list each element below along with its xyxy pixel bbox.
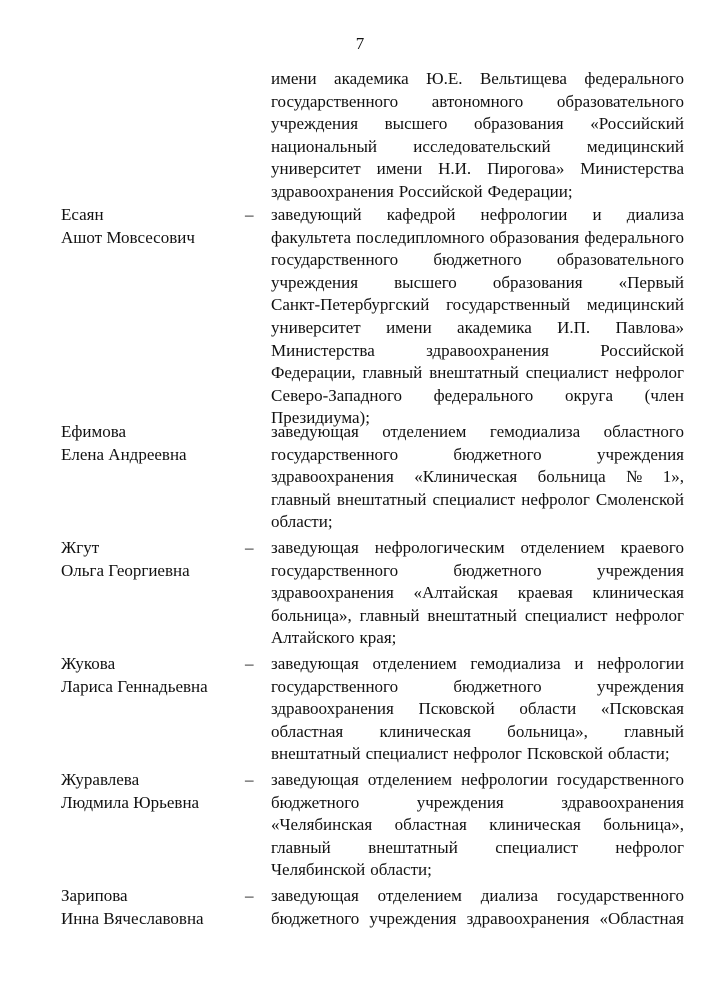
word: академика — [334, 69, 409, 88]
member-given-names: Людмила Юрьевна — [61, 792, 200, 812]
word: заведующая — [271, 538, 359, 557]
word: бюджетного — [453, 676, 542, 696]
word: нефролог — [615, 605, 684, 625]
word: заведующая — [271, 654, 359, 673]
text-line — [271, 113, 684, 136]
word: «Первый — [618, 272, 684, 292]
text-line — [271, 421, 684, 444]
word: областного — [603, 422, 684, 441]
word: главный — [359, 605, 420, 625]
word: (член — [644, 385, 684, 405]
word: отделением — [372, 654, 457, 673]
word: заведующая — [271, 886, 359, 905]
member-given-names: Инна Вячеславовна — [61, 908, 204, 928]
word: 1», — [662, 467, 684, 487]
word: образовательного — [556, 91, 684, 111]
word: края; — [359, 628, 397, 648]
text-line — [271, 511, 684, 534]
member-surname: Журавлева — [61, 770, 140, 789]
word: специалист — [495, 837, 578, 857]
text-line — [271, 885, 684, 908]
word: федерального — [433, 385, 534, 405]
word: № — [626, 467, 643, 487]
word: специалист — [365, 744, 449, 764]
member-surname: Жукова — [61, 654, 116, 673]
word: главный — [271, 837, 331, 857]
word: Пирогова» — [487, 159, 565, 179]
word: заведующий — [271, 205, 362, 224]
word: Челябинской — [271, 860, 366, 880]
word: «Российский — [590, 114, 684, 134]
word: «Алтайская — [413, 583, 498, 603]
word: кафедрой — [386, 205, 456, 224]
text-line — [271, 627, 684, 650]
word: специалист — [524, 605, 608, 625]
word: университет — [271, 159, 361, 179]
word: учреждения — [596, 560, 684, 580]
member-surname: Ефимова — [61, 422, 127, 441]
word: области — [519, 699, 577, 719]
member-name — [61, 204, 195, 249]
member-surname: Жгут — [61, 538, 100, 557]
word: нефрологии — [480, 205, 568, 224]
word: бюджетного — [271, 908, 360, 928]
continuation-text — [271, 68, 684, 204]
word: образования — [492, 272, 583, 292]
text-line — [271, 362, 684, 385]
text-line — [271, 227, 684, 250]
text-line — [271, 68, 684, 91]
word: медицинский — [586, 136, 684, 156]
word: бюджетного — [433, 250, 522, 270]
text-line — [271, 91, 684, 114]
word: области; — [370, 860, 432, 880]
word: здравоохранения — [271, 583, 394, 603]
word: здравоохранения — [271, 467, 394, 487]
text-line — [271, 605, 684, 628]
word: Вельтищева — [479, 69, 567, 88]
word: краевая — [517, 583, 573, 603]
text-line — [271, 466, 684, 489]
word: учреждения — [271, 272, 359, 292]
word: образовательного — [556, 250, 684, 270]
word: областная — [394, 815, 467, 835]
word: учреждения — [416, 792, 504, 812]
text-line — [271, 560, 684, 583]
word: гемодиализа — [470, 654, 561, 673]
word: областная — [271, 721, 344, 741]
word: бюджетного — [271, 792, 360, 812]
text-line — [271, 721, 684, 744]
word: имени — [386, 317, 432, 337]
member-given-names: Ашот Мовсесович — [61, 227, 195, 247]
member-name — [61, 537, 190, 582]
text-line — [271, 317, 684, 340]
text-line — [271, 743, 684, 766]
member-description — [271, 537, 684, 650]
word: внештатный — [336, 489, 427, 509]
word: Псковской — [526, 744, 603, 764]
word: имени — [271, 69, 317, 88]
member-description — [271, 204, 684, 430]
dash-separator: – — [245, 886, 254, 905]
text-line — [271, 769, 684, 792]
word: «Псковская — [600, 699, 684, 719]
text-line — [271, 676, 684, 699]
word: факультета — [271, 227, 352, 247]
word: внештатный — [429, 363, 519, 383]
dash-separator: – — [245, 654, 254, 673]
member-description — [271, 653, 684, 766]
text-line — [271, 489, 684, 512]
word: государственного — [271, 560, 399, 580]
word: Федерации, — [271, 363, 356, 383]
word: Псковской — [418, 699, 495, 719]
page-number: 7 — [355, 34, 365, 53]
member-name — [61, 769, 199, 814]
member-description — [271, 421, 684, 534]
word: государственного — [556, 886, 684, 905]
word: И.П. — [557, 317, 591, 337]
word: здравоохранения — [271, 699, 394, 719]
word: высшего — [394, 272, 457, 292]
word: специалист — [432, 489, 516, 509]
text-line — [271, 340, 684, 363]
word: федерального — [584, 227, 684, 247]
word: «Челябинская — [271, 815, 373, 835]
word: области; — [608, 744, 670, 764]
word: и — [592, 205, 602, 224]
word: отделением — [377, 886, 462, 905]
word: исследовательский — [413, 136, 551, 156]
word: Санкт-Петербургский — [271, 295, 430, 315]
word: диализа — [480, 886, 539, 905]
word: Федерации; — [487, 181, 573, 201]
text-line — [271, 204, 684, 227]
word: клиническая — [379, 721, 471, 741]
word: университет — [271, 317, 361, 337]
word: Ю.Е. — [426, 69, 463, 88]
word: бюджетного — [453, 444, 542, 464]
text-line — [271, 582, 684, 605]
word: нефролог — [453, 744, 522, 764]
word: нефролог — [615, 363, 684, 383]
word: нефрологии — [597, 654, 684, 673]
word: учреждения — [271, 114, 359, 134]
member-name — [61, 885, 204, 930]
text-line — [271, 272, 684, 295]
word: государственный — [446, 295, 571, 315]
word: имени — [376, 159, 423, 179]
word: академика — [457, 317, 532, 337]
word: больница», — [271, 605, 352, 625]
word: автономного — [431, 91, 524, 111]
text-line — [271, 385, 684, 408]
text-line — [271, 181, 684, 204]
word: отделением — [520, 538, 605, 557]
word: отделением — [367, 770, 453, 789]
word: Н.И. — [438, 159, 472, 179]
dash-separator: – — [245, 538, 254, 557]
member-surname: Есаян — [61, 205, 104, 224]
word: бюджетного — [453, 560, 542, 580]
text-line — [271, 814, 684, 837]
member-given-names: Елена Андреевна — [61, 444, 187, 464]
word: заведующая — [271, 770, 359, 789]
word: медицинский — [586, 295, 684, 315]
word: и — [574, 654, 584, 673]
word: области; — [271, 512, 333, 532]
text-line — [271, 444, 684, 467]
text-line — [271, 908, 684, 931]
word: здравоохранения — [561, 792, 684, 812]
member-name — [61, 653, 208, 698]
word: Алтайского — [271, 628, 355, 648]
word: здравоохранения — [466, 908, 590, 928]
word: больница — [537, 467, 606, 487]
word: Павлова» — [615, 317, 684, 337]
word: нефрологии — [461, 770, 548, 789]
word: Российской — [600, 340, 684, 360]
member-description — [271, 769, 684, 882]
member-surname: Зарипова — [61, 886, 128, 905]
member-description — [271, 885, 684, 930]
text-line — [271, 294, 684, 317]
word: гемодиализа — [489, 422, 581, 441]
word: краевого — [620, 538, 684, 557]
word: здравоохранения — [426, 340, 549, 360]
word: образования — [489, 227, 580, 247]
text-line — [271, 698, 684, 721]
word: больница», — [507, 721, 588, 741]
word: государственного — [271, 250, 399, 270]
word: учреждения — [596, 676, 684, 696]
text-line — [271, 792, 684, 815]
word: главный — [624, 721, 684, 741]
text-line — [271, 859, 684, 882]
word: внештатный — [368, 837, 458, 857]
word: федерального — [584, 69, 684, 88]
word: учреждения — [596, 444, 684, 464]
member-given-names: Ольга Георгиевна — [61, 560, 190, 580]
text-line — [271, 249, 684, 272]
member-given-names: Лариса Геннадьевна — [61, 676, 208, 696]
word: главный — [271, 489, 331, 509]
word: отделением — [382, 422, 467, 441]
word: государственного — [271, 444, 399, 464]
word: заведующая — [271, 422, 359, 441]
word: Смоленской — [595, 489, 684, 509]
word: Северо-Западного — [271, 385, 403, 405]
text-line — [271, 136, 684, 159]
word: внештатный — [271, 744, 361, 764]
dash-separator: – — [245, 205, 254, 224]
member-name — [61, 421, 187, 466]
text-line — [271, 158, 684, 181]
word: государственного — [556, 770, 684, 789]
word: Российской — [398, 181, 483, 201]
word: «Клиническая — [414, 467, 518, 487]
dash-separator: – — [245, 770, 254, 789]
word: высшего — [384, 114, 448, 134]
word: «Областная — [599, 908, 684, 928]
word: государственного — [271, 91, 399, 111]
word: здравоохранения — [271, 181, 394, 201]
word: учреждения — [369, 908, 457, 928]
word: диализа — [626, 205, 684, 224]
word: специалист — [525, 363, 609, 383]
word: нефролог — [615, 837, 684, 857]
word: больница», — [603, 815, 684, 835]
word: государственного — [271, 676, 399, 696]
word: Министерства — [271, 340, 375, 360]
word: Президиума); — [271, 408, 370, 428]
word: нефрологическим — [374, 538, 505, 557]
word: Министерства — [580, 159, 684, 179]
word: образования — [473, 114, 564, 134]
word: клиническая — [592, 583, 684, 603]
word: главный — [362, 363, 423, 383]
word: последипломного — [356, 227, 485, 247]
word: нефролог — [521, 489, 590, 509]
text-line — [271, 653, 684, 676]
word: национальный — [271, 136, 377, 156]
text-line — [271, 537, 684, 560]
text-line — [271, 837, 684, 860]
word: внештатный — [427, 605, 517, 625]
word: округа — [564, 385, 613, 405]
word: клиническая — [489, 815, 581, 835]
